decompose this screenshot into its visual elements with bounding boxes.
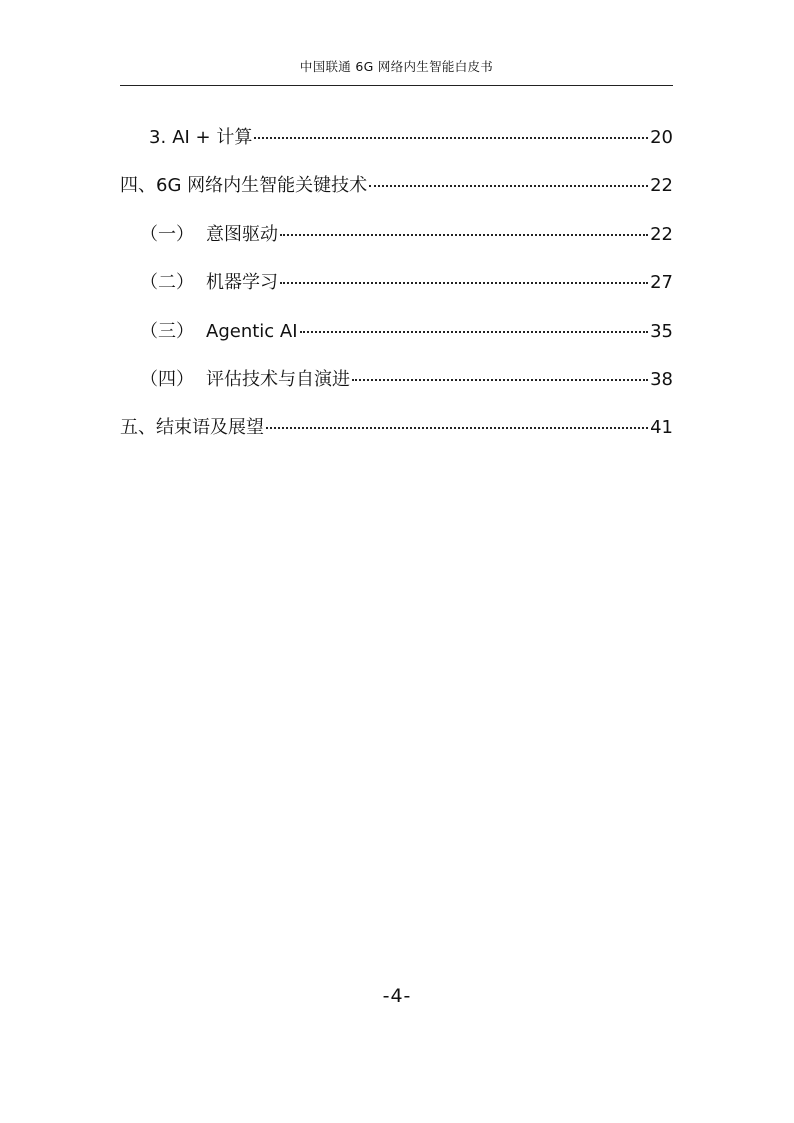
toc-entry-text: 意图驱动 bbox=[206, 223, 278, 245]
header-rule bbox=[120, 85, 673, 86]
toc-dot-leader bbox=[266, 427, 648, 429]
toc-entry-label bbox=[120, 414, 264, 442]
toc-entry-intent-driven[interactable] bbox=[120, 221, 673, 269]
toc-entry-conclusion[interactable] bbox=[120, 414, 673, 462]
toc-entry-text: AI + 计算 bbox=[172, 127, 253, 148]
toc-entry-number: （一） bbox=[140, 223, 194, 245]
toc-entry-label bbox=[140, 318, 298, 346]
toc-entry-label bbox=[140, 366, 350, 394]
toc-entry-page: 27 bbox=[650, 272, 673, 294]
toc-entry-text: 四、6G 网络内生智能关键技术 bbox=[120, 175, 368, 197]
toc-dot-leader bbox=[352, 379, 648, 381]
toc-entry-text: 评估技术与自演进 bbox=[206, 368, 350, 390]
toc-entry-label bbox=[120, 172, 367, 200]
toc-entry-page: 35 bbox=[650, 320, 673, 342]
toc-entry-number: （四） bbox=[140, 368, 194, 390]
toc-dot-leader bbox=[254, 137, 648, 139]
toc-entry-page: 38 bbox=[650, 368, 673, 390]
toc-entry-page: 22 bbox=[650, 223, 673, 245]
toc-entry-number: （三） bbox=[140, 320, 194, 342]
toc-dot-leader bbox=[280, 282, 648, 284]
toc-entry-number: （二） bbox=[140, 272, 194, 294]
toc-entry-evaluation-evolution[interactable] bbox=[120, 366, 673, 414]
running-header: 中国联通 6G 网络内生智能白皮书 bbox=[299, 59, 494, 74]
table-of-contents bbox=[120, 124, 673, 463]
toc-entry-label bbox=[140, 269, 278, 297]
toc-dot-leader bbox=[300, 331, 649, 333]
toc-entry-number: 3. bbox=[149, 127, 167, 148]
toc-entry-agentic-ai[interactable] bbox=[120, 318, 673, 366]
toc-entry-page: 41 bbox=[650, 417, 673, 439]
toc-entry-page: 22 bbox=[650, 175, 673, 197]
toc-dot-leader bbox=[280, 234, 648, 236]
toc-entry-text: Agentic AI bbox=[206, 320, 298, 342]
toc-entry-label bbox=[149, 124, 252, 152]
toc-entry-ai-computing[interactable] bbox=[120, 124, 673, 172]
toc-entry-key-technologies[interactable] bbox=[120, 172, 673, 220]
toc-dot-leader bbox=[369, 185, 648, 187]
page-number: -4- bbox=[382, 985, 412, 1007]
toc-entry-page: 20 bbox=[650, 127, 673, 148]
toc-entry-text: 五、结束语及展望 bbox=[120, 417, 264, 439]
toc-entry-text: 机器学习 bbox=[206, 272, 278, 294]
toc-entry-label bbox=[140, 221, 278, 249]
toc-entry-machine-learning[interactable] bbox=[120, 269, 673, 317]
